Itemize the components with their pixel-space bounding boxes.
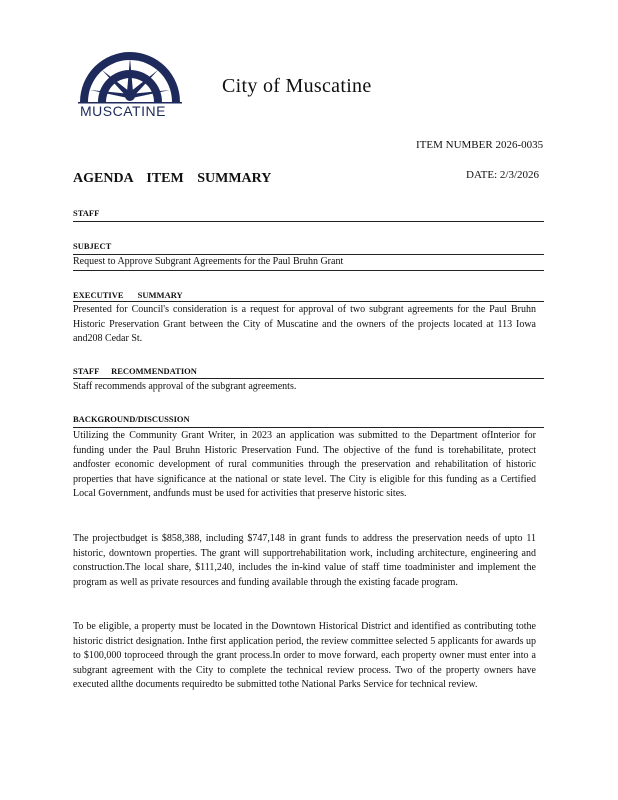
background-divider (73, 427, 544, 428)
muscatine-logo (72, 52, 188, 122)
subject-text: Request to Approve Subgrant Agreements for the Paul Bruhn Grant (73, 256, 344, 267)
subject-bottom-divider (73, 270, 544, 271)
background-paragraph: To be eligible, a property must be located in the Downtown Historical District and identified as contributing tothe historic district designation. Inthe first application period, the review committee selected 5 applicants for awards up to $100,000 toproceed through the grant process.In order to move forward, each property owner must enter into a subgrant agreement with the City to complete the technical review process. Two of the property owners have executed allthe documents requiredto be submitted tothe National Parks Service for technical review. (73, 621, 536, 691)
agenda-title: AGENDA ITEM SUMMARY (73, 171, 272, 186)
background-paragraph: Utilizing the Community Grant Writer, in 2023 an application was submitted to the Department ofInterior for funding under the Paul Bruhn Historic Preservation Fund. The objective of the fund is torehabilitate, protect andfoster economic development of rural communities through the preservation and rehabilitation of historic properties that have significance at the national or state level. The City is eligible for this funding as a Certified Local Government, andfunds must be used for activities that preserve historic sites. (73, 430, 536, 500)
staff-recommendation-heading: STAFF RECOMMENDATION (73, 366, 197, 376)
executive-summary-text: Presented for Council's consideration is a request for approval of two subgrant agreements for the Paul Bruhn Historic Preservation Grant between the City of Muscatine and the owners of the projects located at 113 Iowa and208 Cedar St. (73, 304, 536, 345)
item-number: ITEM NUMBER 2026-0035 (416, 139, 544, 151)
agenda-date: DATE: 2/3/2026 (466, 169, 540, 181)
subject-heading: SUBJECT (73, 241, 112, 251)
staff-heading: STAFF (73, 208, 100, 218)
background-paragraph: The projectbudget is $858,388, including $747,148 in grant funds to address the preservation needs of upto 11 historic, downtown properties. The grant will supportrehabilitation work, including architecture, engineering and construction.The local share, $111,240, includes the in-kind value of staff time toadminister and implement the program as well as private resources and funding available through the existing facade program. (73, 533, 536, 588)
background-heading: BACKGROUND/DISCUSSION (73, 414, 190, 424)
staff-divider (73, 221, 544, 222)
city-title: City of Muscatine (222, 75, 372, 97)
staff-recommendation-text: Staff recommends approval of the subgrant agreements. (73, 381, 297, 392)
staff-recommendation-divider (73, 378, 544, 379)
logo-text: MUSCATINE (80, 103, 166, 119)
executive-summary-divider (73, 301, 544, 302)
executive-summary-heading: EXECUTIVE SUMMARY (73, 290, 183, 300)
